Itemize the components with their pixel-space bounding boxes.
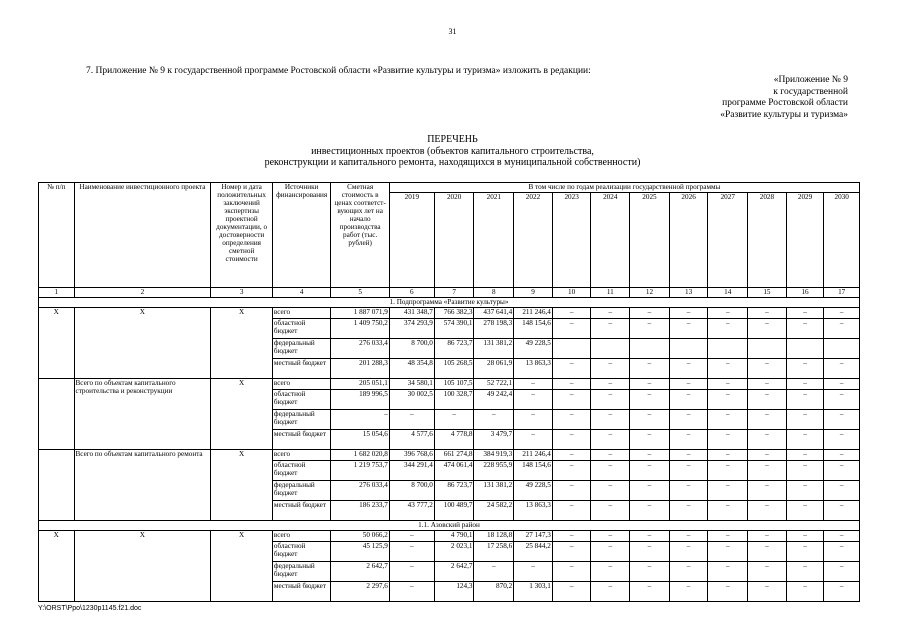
year-value-cell: 4 778,8 [434,430,474,450]
header-year: 2026 [669,193,708,288]
year-value-cell: 25 844,2 [514,542,553,562]
year-value-cell: – [552,319,591,339]
group-expertise: Х [211,308,273,379]
cost-cell: 2 297,6 [331,582,389,602]
year-value-cell: – [591,319,630,339]
year-value-cell: – [552,410,591,430]
year-value-cell: – [630,461,670,481]
cost-cell: 45 125,9 [331,542,389,562]
year-value-cell: – [824,319,860,339]
year-value-cell: 28 061,9 [474,359,514,379]
year-value-cell: – [708,379,748,390]
year-value-cell: – [786,410,824,430]
year-value-cell [786,339,824,359]
column-number: 11 [591,288,630,298]
year-value-cell: – [824,308,860,319]
column-number: 16 [786,288,824,298]
section-heading: 1.1. Азовский район [39,521,860,531]
year-value-cell: 49 242,4 [474,390,514,410]
year-value-cell: – [786,308,824,319]
appendix-line: «Приложение № 9 [773,75,848,85]
year-value-cell: – [474,410,514,430]
year-value-cell: 105 107,5 [434,379,474,390]
year-value-cell: – [552,390,591,410]
header-year: 2021 [474,193,514,288]
year-value-cell: 344 291,4 [389,461,434,481]
year-value-cell: – [708,501,748,521]
column-number: 9 [514,288,553,298]
cost-cell: 276 033,4 [331,481,389,501]
year-value-cell: – [630,319,670,339]
column-number: 10 [552,288,591,298]
source-label: областной бюджет [272,542,330,562]
year-value-cell: 105 268,5 [434,359,474,379]
group-num [39,379,75,450]
year-value-cell: 86 723,7 [434,339,474,359]
year-value-cell: 148 154,6 [514,319,553,339]
year-value-cell: – [514,430,553,450]
year-value-cell: – [630,308,670,319]
title-line: инвестиционных проектов (объектов капитального строительства, [311,145,594,157]
header-name: Наименование инвестиционного проекта [74,183,211,288]
year-value-cell: – [669,562,708,582]
investment-projects-table [38,182,860,602]
year-value-cell: – [552,531,591,542]
year-value-cell [669,339,708,359]
column-number: 2 [74,288,211,298]
year-value-cell: – [630,410,670,430]
year-value-cell: – [434,410,474,430]
column-number: 7 [434,288,474,298]
year-value-cell: – [630,562,670,582]
year-value-cell: – [552,450,591,461]
source-label: федеральный бюджет [272,339,330,359]
group-expertise: Х [211,531,273,602]
year-value-cell: – [748,531,787,542]
year-value-cell: – [824,531,860,542]
year-value-cell: – [552,501,591,521]
year-value-cell: – [591,379,630,390]
year-value-cell: – [552,308,591,319]
year-value-cell: – [591,359,630,379]
year-value-cell: 211 246,4 [514,450,553,461]
year-value-cell: 211 246,4 [514,308,553,319]
group-name: Всего по объектам капитального строительства и реконструкции [74,379,211,450]
year-value-cell [630,339,670,359]
appendix-line: программе Ростовской области [722,98,848,108]
column-number: 12 [630,288,670,298]
year-value-cell: – [748,562,787,582]
year-value-cell: – [748,582,787,602]
title-line: реконструкции и капитального ремонта, находящихся в муниципальной собственности) [264,157,641,168]
year-value-cell: – [591,430,630,450]
year-value-cell: 27 147,3 [514,531,553,542]
source-label: федеральный бюджет [272,481,330,501]
year-value-cell: – [824,390,860,410]
year-value-cell: – [824,450,860,461]
year-value-cell: – [669,308,708,319]
year-value-cell: – [552,562,591,582]
year-value-cell: 396 768,6 [389,450,434,461]
header-year: 2020 [434,193,474,288]
year-value-cell: – [630,359,670,379]
cost-cell: 1 682 020,8 [331,450,389,461]
header-year: 2024 [591,193,630,288]
year-value-cell: – [389,562,434,582]
year-value-cell: – [630,450,670,461]
year-value-cell: 34 580,1 [389,379,434,390]
year-value-cell: – [824,501,860,521]
appendix-line: «Развитие культуры и туризма» [720,109,848,120]
year-value-cell: – [669,319,708,339]
year-value-cell: – [552,481,591,501]
year-value-cell: – [786,379,824,390]
source-label: федеральный бюджет [272,410,330,430]
column-number: 4 [272,288,330,298]
year-value-cell: – [514,410,553,430]
year-value-cell: – [591,582,630,602]
year-value-cell: – [552,542,591,562]
cost-cell: 189 996,5 [331,390,389,410]
year-value-cell: 24 582,2 [474,501,514,521]
year-value-cell: – [669,359,708,379]
year-value-cell: – [748,461,787,481]
column-number: 3 [211,288,273,298]
year-value-cell: – [748,390,787,410]
column-number: 6 [389,288,434,298]
column-number: 14 [708,288,748,298]
year-value-cell: 18 128,8 [474,531,514,542]
year-value-cell: 2 023,1 [434,542,474,562]
year-value-cell: 474 061,4 [434,461,474,481]
year-value-cell: – [514,390,553,410]
year-value-cell: – [669,501,708,521]
year-value-cell: 2 642,7 [434,562,474,582]
year-value-cell: – [669,430,708,450]
cost-cell: 15 054,6 [331,430,389,450]
header-sources: Источники финансирования [272,183,330,288]
column-number: 15 [748,288,787,298]
year-value-cell: – [669,542,708,562]
year-value-cell: – [591,481,630,501]
table-row [39,450,860,461]
year-value-cell: – [708,319,748,339]
source-label: областной бюджет [272,390,330,410]
header-expertise: Номер и дата положительных заключений экспертизы проектной документации, о достоверности определения сметной стоимости [211,183,273,288]
source-label: федеральный бюджет [272,562,330,582]
source-label: всего [272,308,330,319]
column-number: 5 [331,288,389,298]
year-value-cell: – [389,410,434,430]
year-value-cell: 870,2 [474,582,514,602]
cost-cell: 1 887 071,9 [331,308,389,319]
year-value-cell: – [591,501,630,521]
year-value-cell: – [824,410,860,430]
year-value-cell: 4 790,1 [434,531,474,542]
header-year: 2027 [708,193,748,288]
year-value-cell [708,339,748,359]
document-title [0,134,905,169]
year-value-cell: – [630,531,670,542]
year-value-cell: – [669,461,708,481]
section-heading: 1. Подпрограмма «Развитие культуры» [39,298,860,308]
cost-cell: 2 642,7 [331,562,389,582]
year-value-cell: – [630,430,670,450]
column-number: 1 [39,288,75,298]
column-number: 13 [669,288,708,298]
year-value-cell: – [748,430,787,450]
year-value-cell: – [748,501,787,521]
year-value-cell: 766 382,3 [434,308,474,319]
year-value-cell: 1 303,1 [514,582,553,602]
year-value-cell: 52 722,1 [474,379,514,390]
year-value-cell [591,339,630,359]
source-label: местный бюджет [272,430,330,450]
year-value-cell: – [708,531,748,542]
header-year: 2028 [748,193,787,288]
year-value-cell: – [748,308,787,319]
year-value-cell: – [552,359,591,379]
year-value-cell: – [708,450,748,461]
year-value-cell: – [591,461,630,481]
year-value-cell: 3 479,7 [474,430,514,450]
cost-cell: 186 233,7 [331,501,389,521]
year-value-cell: – [786,430,824,450]
year-value-cell: – [630,390,670,410]
year-value-cell: – [708,430,748,450]
year-value-cell: – [591,410,630,430]
year-value-cell: – [708,461,748,481]
source-label: областной бюджет [272,319,330,339]
year-value-cell: – [552,430,591,450]
group-name: Х [74,308,211,379]
year-value-cell: 661 274,8 [434,450,474,461]
year-value-cell: 431 348,7 [389,308,434,319]
year-value-cell: – [748,542,787,562]
group-name: Всего по объектам капитального ремонта [74,450,211,521]
year-value-cell: – [630,582,670,602]
year-value-cell: 8 700,0 [389,481,434,501]
year-value-cell: – [669,582,708,602]
year-value-cell: – [824,582,860,602]
year-value-cell: – [630,501,670,521]
cost-cell: 201 288,3 [331,359,389,379]
year-value-cell: – [786,542,824,562]
year-value-cell: 384 919,3 [474,450,514,461]
cost-cell: – [331,410,389,430]
year-value-cell: – [591,308,630,319]
year-value-cell: – [591,450,630,461]
year-value-cell: – [389,582,434,602]
year-value-cell: – [591,390,630,410]
year-value-cell: 574 390,1 [434,319,474,339]
year-value-cell: – [748,379,787,390]
year-value-cell: 43 777,2 [389,501,434,521]
appendix-line: к государственной [773,86,848,97]
year-value-cell: – [591,542,630,562]
year-value-cell: 374 293,9 [389,319,434,339]
year-value-cell: 228 955,9 [474,461,514,481]
year-value-cell: – [748,481,787,501]
header-year: 2023 [552,193,591,288]
year-value-cell: – [748,319,787,339]
cost-cell: 205 051,1 [331,379,389,390]
year-value-cell: – [669,379,708,390]
header-num: № п/п [39,183,75,288]
year-value-cell: – [591,531,630,542]
header-year: 2022 [514,193,553,288]
year-value-cell: 8 700,0 [389,339,434,359]
year-value-cell: 13 863,3 [514,359,553,379]
header-year: 2030 [824,193,860,288]
year-value-cell: 100 489,7 [434,501,474,521]
year-value-cell: – [748,359,787,379]
year-value-cell: – [630,379,670,390]
year-value-cell: – [708,481,748,501]
header-year: 2025 [630,193,670,288]
cost-cell: 1 219 753,7 [331,461,389,481]
year-value-cell: – [824,562,860,582]
year-value-cell: – [786,582,824,602]
year-value-cell: 437 641,4 [474,308,514,319]
group-name: Х [74,531,211,602]
year-value-cell: – [786,531,824,542]
year-value-cell: – [708,359,748,379]
group-expertise: Х [211,379,273,450]
group-expertise: Х [211,450,273,521]
cost-cell: 276 033,4 [331,339,389,359]
group-num [39,450,75,521]
year-value-cell: – [708,410,748,430]
file-path-footer: Y:\ORST\Ppo\1230p1145.f21.doc [38,605,142,612]
table-row [39,531,860,542]
source-label: местный бюджет [272,582,330,602]
table-row [39,379,860,390]
year-value-cell: 131 381,2 [474,481,514,501]
year-value-cell: – [786,481,824,501]
year-value-cell: – [824,461,860,481]
year-value-cell: – [669,410,708,430]
year-value-cell: – [514,562,553,582]
header-year: 2029 [786,193,824,288]
source-label: всего [272,379,330,390]
year-value-cell: – [389,542,434,562]
year-value-cell: – [786,501,824,521]
intro-text: 7. Приложение № 9 к государственной программе Ростовской области «Развитие культуры и туризма» изложить в редакции: [86,66,591,76]
year-value-cell: – [786,390,824,410]
year-value-cell: 124,3 [434,582,474,602]
year-value-cell: 49 228,5 [514,481,553,501]
year-value-cell: – [708,542,748,562]
year-value-cell: – [552,582,591,602]
header-cost: Сметная стоимость в ценах соответст-вующих лет на начало производства работ (тыс. рублей) [331,183,389,288]
year-value-cell: – [552,379,591,390]
year-value-cell: – [824,542,860,562]
year-value-cell: – [630,481,670,501]
year-value-cell: 48 354,8 [389,359,434,379]
year-value-cell: 4 577,6 [389,430,434,450]
group-num: Х [39,308,75,379]
year-value-cell: – [786,319,824,339]
header-year: 2019 [389,193,434,288]
appendix-block [600,75,848,121]
year-value-cell [824,339,860,359]
year-value-cell: – [708,308,748,319]
table-row [39,308,860,319]
year-value-cell: – [708,390,748,410]
year-value-cell: 100 328,7 [434,390,474,410]
year-value-cell: – [748,410,787,430]
year-value-cell: – [669,450,708,461]
year-value-cell: – [824,481,860,501]
year-value-cell: – [669,481,708,501]
year-value-cell [552,339,591,359]
year-value-cell: – [786,562,824,582]
year-value-cell: – [552,461,591,481]
year-value-cell: 131 381,2 [474,339,514,359]
year-value-cell: – [708,582,748,602]
source-label: областной бюджет [272,461,330,481]
year-value-cell: – [669,390,708,410]
year-value-cell: 13 863,3 [514,501,553,521]
cost-cell: 1 409 750,2 [331,319,389,339]
year-value-cell: 148 154,6 [514,461,553,481]
year-value-cell: – [824,379,860,390]
column-number: 17 [824,288,860,298]
year-value-cell: – [786,450,824,461]
year-value-cell: – [786,461,824,481]
year-value-cell: 86 723,7 [434,481,474,501]
source-label: местный бюджет [272,501,330,521]
source-label: всего [272,450,330,461]
year-value-cell [748,339,787,359]
year-value-cell: – [591,562,630,582]
year-value-cell: – [786,359,824,379]
year-value-cell: – [389,531,434,542]
year-value-cell: 278 198,3 [474,319,514,339]
year-value-cell: – [514,379,553,390]
page-number: 31 [448,27,457,36]
year-value-cell: 49 228,5 [514,339,553,359]
year-value-cell: 30 002,5 [389,390,434,410]
group-num: Х [39,531,75,602]
year-value-cell: – [474,562,514,582]
cost-cell: 50 066,2 [331,531,389,542]
year-value-cell: – [630,542,670,562]
source-label: местный бюджет [272,359,330,379]
year-value-cell: 17 258,6 [474,542,514,562]
title-line: ПЕРЕЧЕНЬ [427,134,478,145]
year-value-cell: – [824,359,860,379]
source-label: всего [272,531,330,542]
year-value-cell: – [824,430,860,450]
year-value-cell: – [669,531,708,542]
column-number: 8 [474,288,514,298]
year-value-cell: – [708,562,748,582]
header-by-years: В том числе по годам реализации государственной программы [389,183,859,193]
year-value-cell: – [748,450,787,461]
